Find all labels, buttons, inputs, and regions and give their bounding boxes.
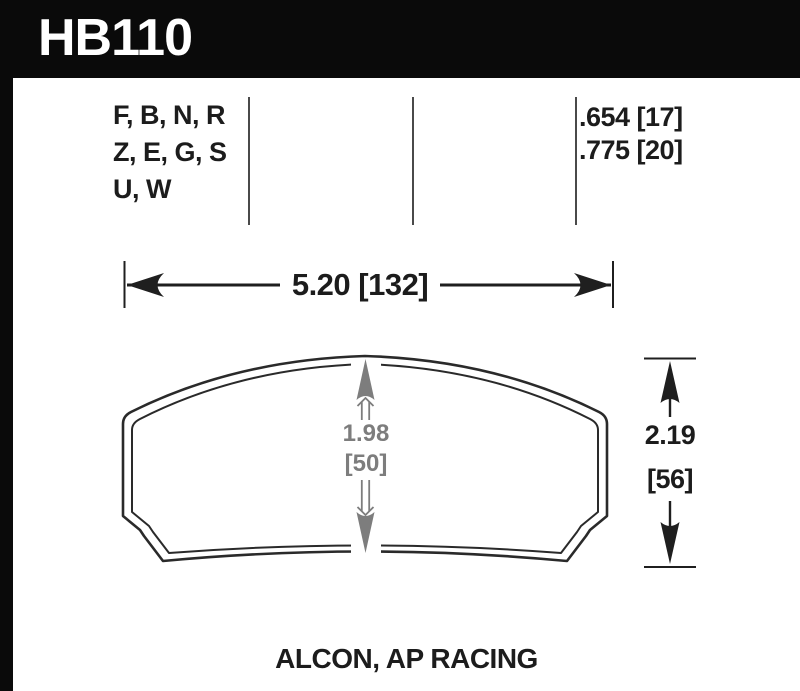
thickness-line-1: .654 [17] [579, 102, 683, 132]
thickness-line-2: .775 [20] [579, 135, 683, 165]
pad-height-in-label: 2.19 [644, 420, 696, 450]
friction-height-in-label: 1.98 [342, 420, 390, 447]
compound-line-1: F, B, N, R [113, 100, 226, 130]
pad-height-dimension-graphic [644, 359, 696, 568]
pad-height-mm-label: [56] [646, 464, 693, 494]
width-dimension-label: 5.20 [132] [280, 266, 440, 304]
applications-label: ALCON, AP RACING [275, 643, 538, 674]
compound-line-2: Z, E, G, S [113, 137, 227, 167]
part-number: HB110 [38, 9, 192, 67]
friction-height-mm-label: [50] [344, 450, 388, 477]
compound-line-3: U, W [113, 174, 171, 204]
